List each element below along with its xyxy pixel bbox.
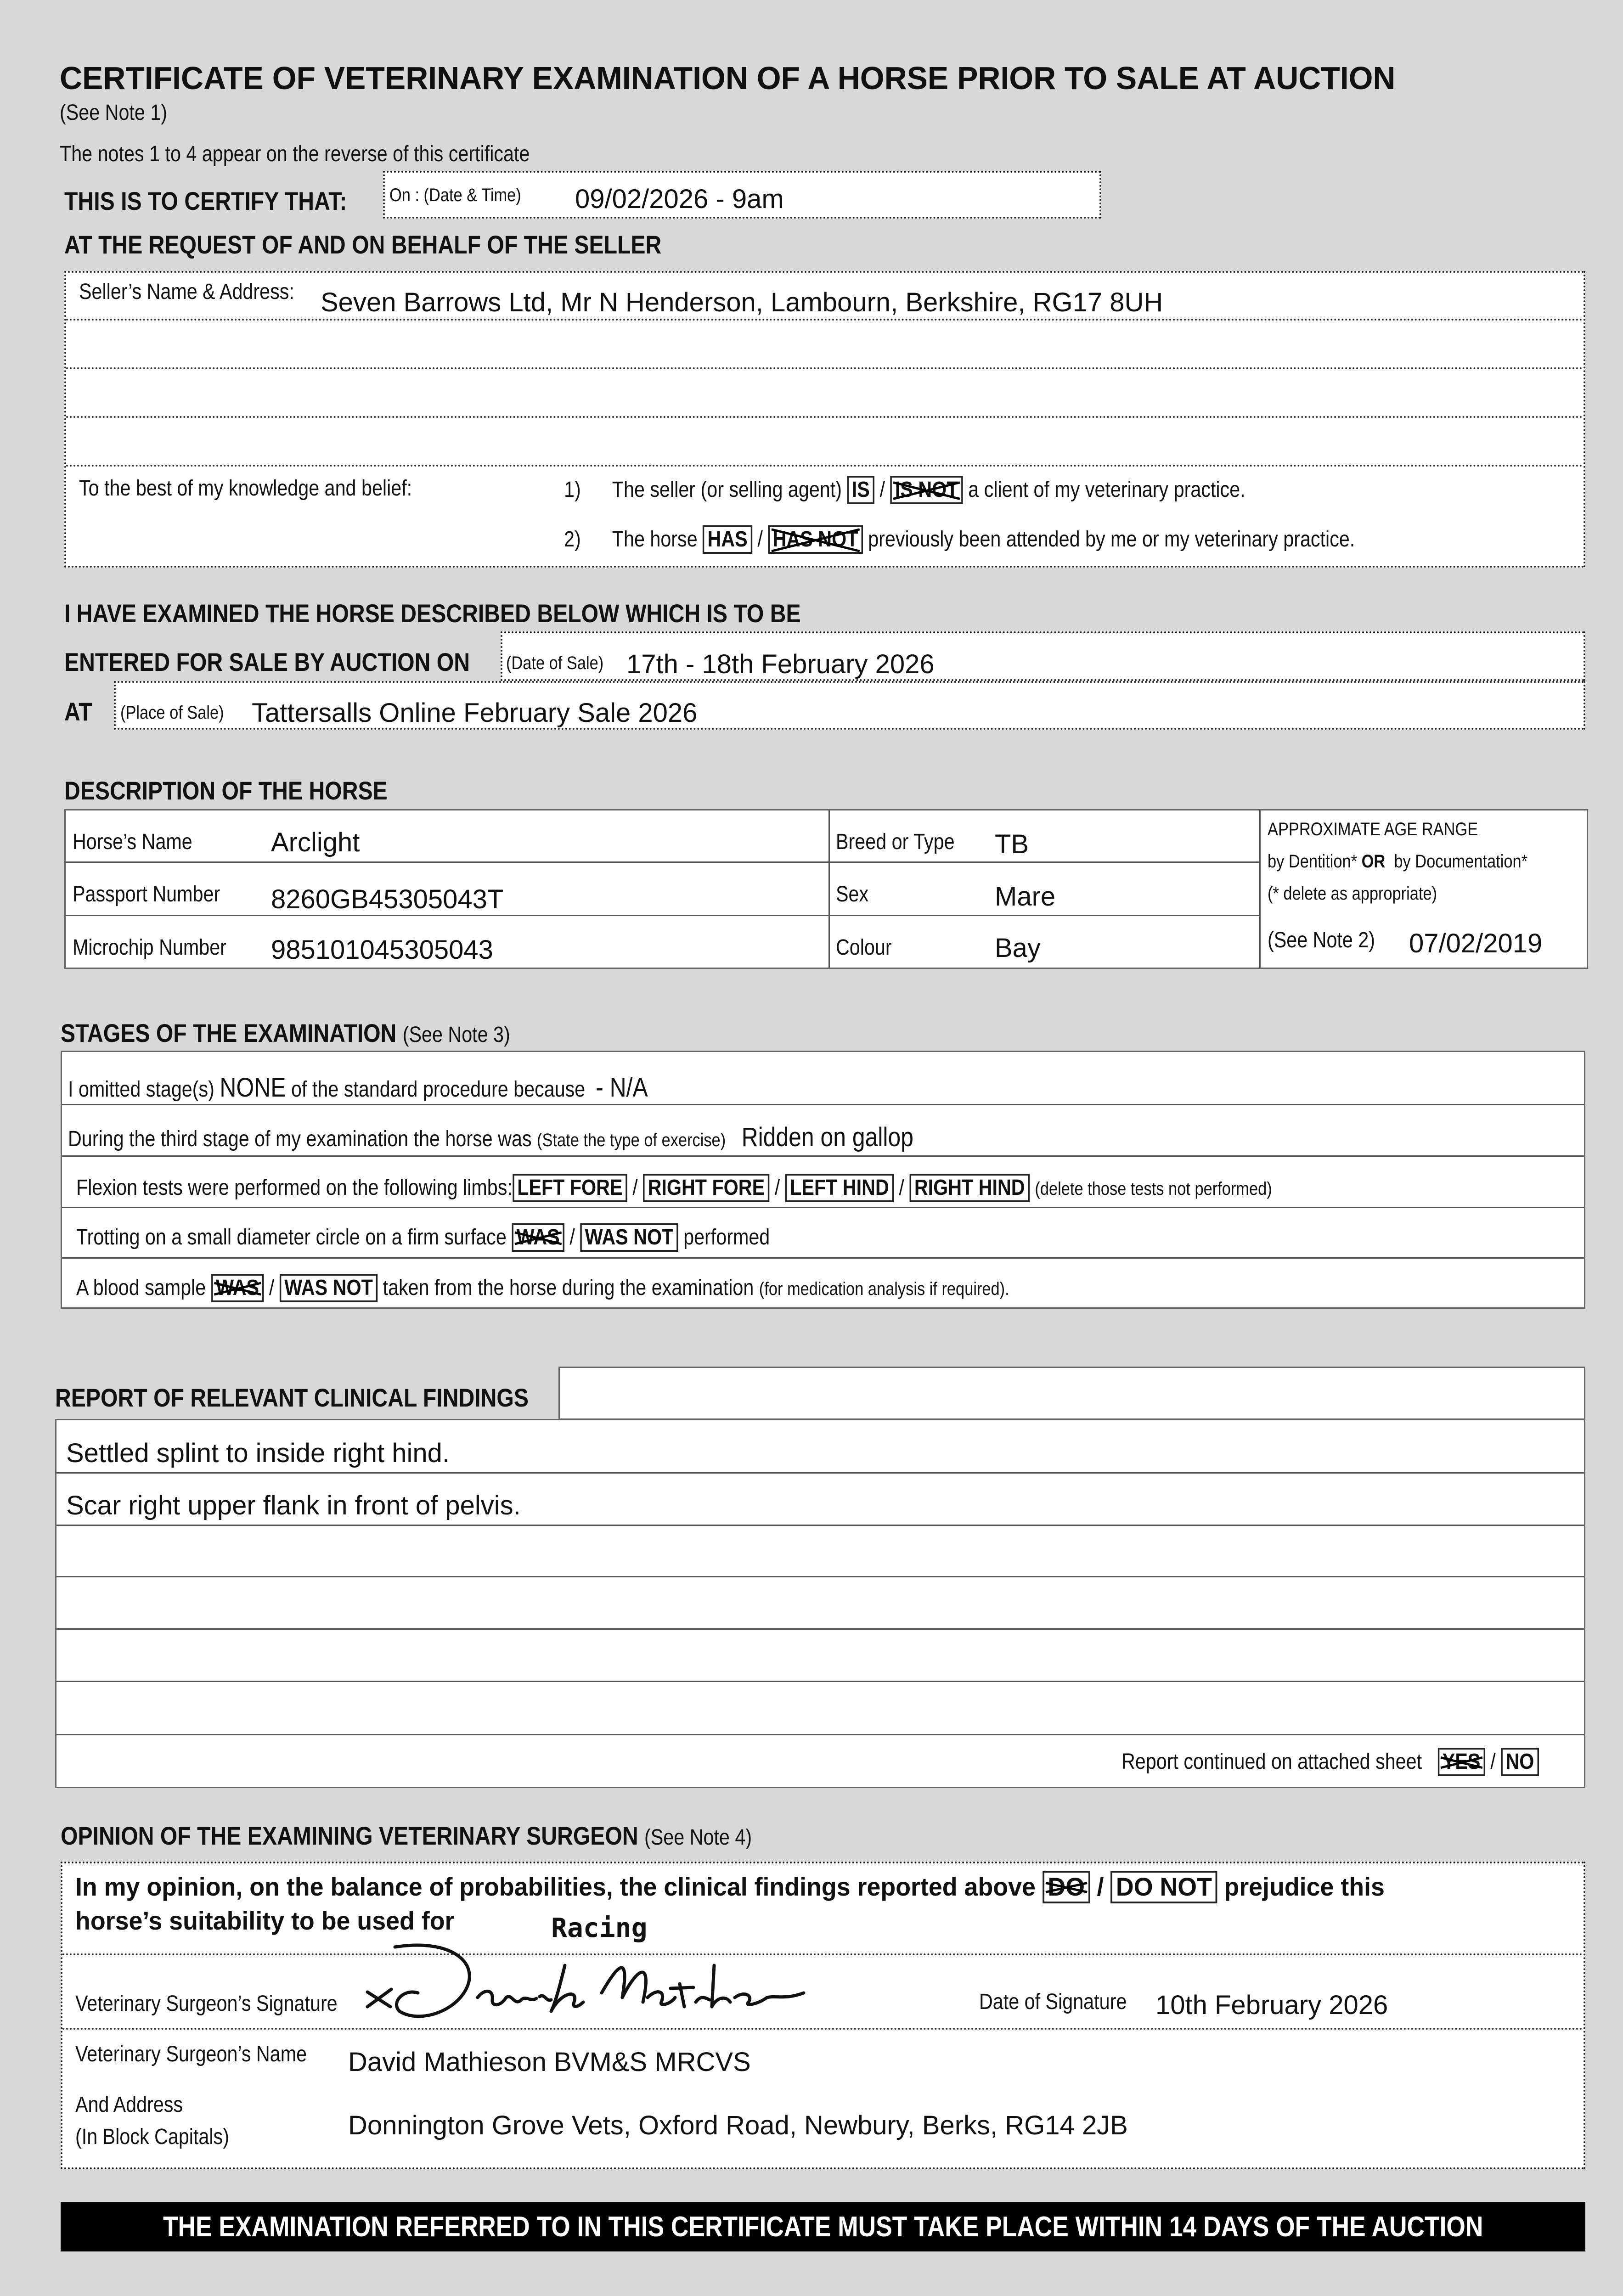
seller-label: Seller’s Name & Address:: [79, 280, 294, 304]
age-range-method: by Dentition* OR by Documentation*: [1268, 851, 1527, 872]
flexion-left-fore[interactable]: LEFT FORE: [513, 1174, 627, 1202]
flexion-right-fore[interactable]: RIGHT FORE: [643, 1174, 769, 1202]
report-line-2: Scar right upper flank in front of pelvis.: [66, 1491, 521, 1520]
blood-sample-row: A blood sample WAS / WAS NOT taken from the horse during the examination (for medication analysis if required).: [76, 1274, 1009, 1302]
continued-yes-option[interactable]: YES: [1437, 1748, 1485, 1776]
flexion-row: Flexion tests were performed on the following limbs: LEFT FORE / RIGHT FORE / LEFT HIND / RIGHT HIND (delete those tests not performed): [76, 1174, 1272, 1202]
date-of-sale-value: 17th - 18th February 2026: [626, 649, 935, 679]
signature-date-value: 10th February 2026: [1155, 1990, 1388, 2020]
passport-value: 8260GB45305043T: [271, 884, 504, 914]
blood-was-not-option[interactable]: WAS NOT: [280, 1274, 378, 1302]
opinion-do-not-option[interactable]: DO NOT: [1110, 1871, 1217, 1903]
opinion-do-option[interactable]: DO: [1043, 1871, 1090, 1903]
microchip-value: 985101045305043: [271, 935, 493, 965]
colour-label: Colour: [836, 935, 892, 960]
knowledge-item2: 2) The horse HAS / HAS NOT previously been attended by me or my veterinary practice.: [564, 525, 1355, 554]
at-label: AT: [64, 697, 92, 726]
see-note-1: (See Note 1): [60, 101, 168, 125]
colour-value: Bay: [995, 933, 1041, 963]
knowledge-item1: 1) The seller (or selling agent) IS / IS NOT a client of my veterinary practice.: [564, 476, 1245, 504]
entered-label: ENTERED FOR SALE BY AUCTION ON: [64, 647, 470, 676]
examined-label: I HAVE EXAMINED THE HORSE DESCRIBED BELOW WHICH IS TO BE: [64, 599, 801, 628]
opinion-label: OPINION OF THE EXAMINING VETERINARY SURGEON (See Note 4): [61, 1821, 752, 1850]
address-value: Donnington Grove Vets, Oxford Road, Newbury, Berks, RG14 2JB: [348, 2110, 1128, 2140]
breed-label: Breed or Type: [836, 830, 955, 854]
notes-line: The notes 1 to 4 appear on the reverse of this certificate: [60, 142, 530, 166]
sex-label: Sex: [836, 882, 869, 906]
certificate-title: CERTIFICATE OF VETERINARY EXAMINATION OF A HORSE PRIOR TO SALE AT AUCTION: [60, 60, 1396, 96]
trotting-was-option[interactable]: WAS: [512, 1223, 564, 1252]
is-option[interactable]: IS: [847, 476, 874, 504]
flexion-right-hind[interactable]: RIGHT HIND: [910, 1174, 1030, 1202]
continued-no-option[interactable]: NO: [1501, 1748, 1539, 1776]
date-of-sale-label: (Date of Sale): [506, 653, 604, 673]
address-label: And Address: [75, 2093, 183, 2117]
has-not-option[interactable]: HAS NOT: [768, 525, 862, 554]
blood-was-option[interactable]: WAS: [211, 1274, 264, 1302]
knowledge-label: To the best of my knowledge and belief:: [79, 476, 412, 501]
microchip-label: Microchip Number: [73, 935, 226, 960]
horse-name-value: Arclight: [271, 827, 360, 857]
flexion-left-hind[interactable]: LEFT HIND: [785, 1174, 894, 1202]
trotting-was-not-option[interactable]: WAS NOT: [580, 1223, 678, 1252]
surgeon-name-label: Veterinary Surgeon’s Name: [75, 2042, 307, 2066]
surgeon-name-value: David Mathieson BVM&S MRCVS: [348, 2047, 751, 2077]
stages-label: STAGES OF THE EXAMINATION (See Note 3): [61, 1019, 510, 1047]
opinion-line-2: horse’s suitability to be used for: [75, 1906, 455, 1935]
breed-value: TB: [995, 829, 1029, 859]
age-value: 07/02/2019: [1409, 929, 1543, 958]
on-date-label: On : (Date & Time): [389, 185, 521, 205]
description-label: DESCRIPTION OF THE HORSE: [64, 776, 388, 805]
place-of-sale-label: (Place of Sale): [120, 703, 224, 723]
omitted-stages-row: I omitted stage(s) NONE of the standard procedure because - N/A: [68, 1073, 648, 1103]
place-of-sale-value: Tattersalls Online February Sale 2026: [252, 698, 698, 728]
has-option[interactable]: HAS: [703, 525, 752, 554]
third-stage-row: During the third stage of my examination the horse was (State the type of exercise) Ridden on gallop: [68, 1122, 913, 1152]
opinion-purpose: Racing: [551, 1912, 648, 1943]
is-not-option[interactable]: IS NOT: [890, 476, 963, 504]
request-label: AT THE REQUEST OF AND ON BEHALF OF THE SELLER: [64, 230, 662, 259]
age-see-note-2: (See Note 2): [1268, 928, 1375, 952]
report-header-box[interactable]: [558, 1367, 1585, 1420]
sex-value: Mare: [995, 882, 1056, 912]
report-table: [55, 1419, 1585, 1788]
certify-label: THIS IS TO CERTIFY THAT:: [64, 186, 347, 215]
address-sub-label: (In Block Capitals): [75, 2125, 229, 2149]
age-delete-note: (* delete as appropriate): [1268, 884, 1437, 904]
footer-banner: THE EXAMINATION REFERRED TO IN THIS CERTIFICATE MUST TAKE PLACE WITHIN 14 DAYS OF THE AUCTION: [61, 2202, 1585, 2251]
seller-value: Seven Barrows Ltd, Mr N Henderson, Lambourn, Berkshire, RG17 8UH: [321, 287, 1163, 317]
report-line-1: Settled splint to inside right hind.: [66, 1438, 450, 1468]
signature-date-label: Date of Signature: [979, 1990, 1127, 2014]
report-label: REPORT OF RELEVANT CLINICAL FINDINGS: [55, 1383, 529, 1412]
on-date-value: 09/02/2026 - 9am: [575, 184, 784, 214]
report-continued: Report continued on attached sheet YES / NO: [1121, 1748, 1539, 1776]
trotting-row: Trotting on a small diameter circle on a firm surface WAS / WAS NOT performed: [76, 1223, 770, 1252]
age-range-label: APPROXIMATE AGE RANGE: [1268, 819, 1478, 839]
signature-image: [363, 1938, 840, 2030]
horse-name-label: Horse’s Name: [73, 830, 192, 854]
passport-label: Passport Number: [73, 882, 220, 906]
signature-label: Veterinary Surgeon’s Signature: [75, 1992, 338, 2016]
opinion-statement: In my opinion, on the balance of probabilities, the clinical findings reported above DO / DO NOT prejudice this: [75, 1871, 1385, 1903]
